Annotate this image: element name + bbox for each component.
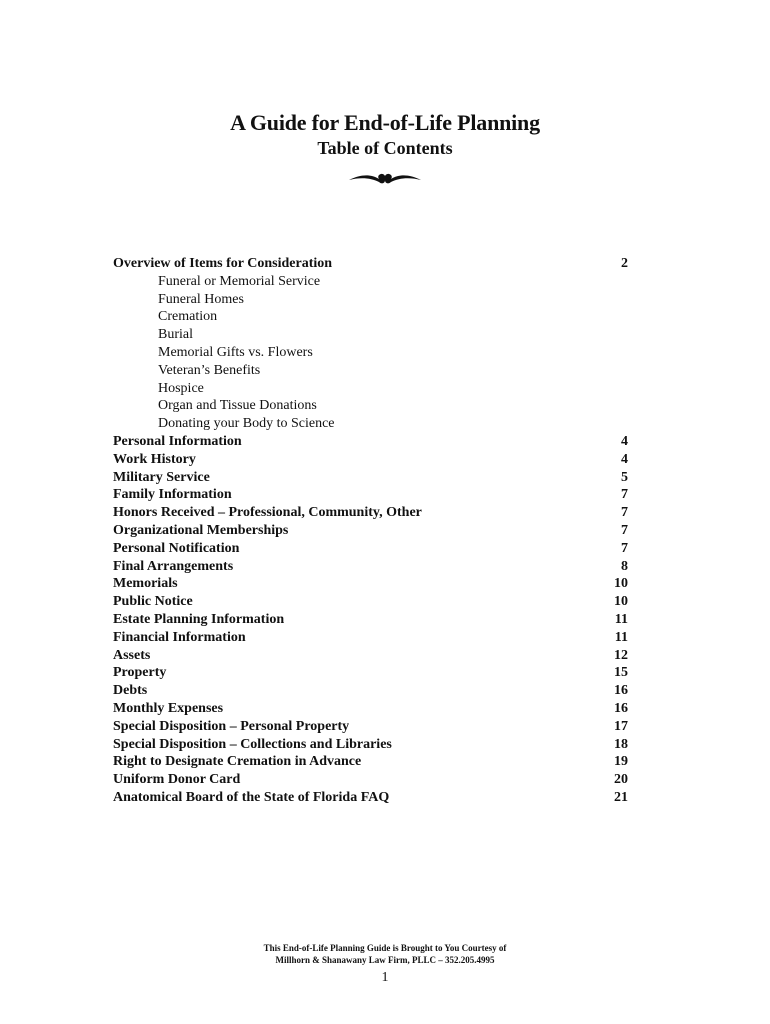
table-of-contents (113, 255, 628, 807)
toc-entry (113, 664, 628, 682)
toc-entry-page: 21 (614, 789, 628, 805)
toc-entry-page: 17 (614, 718, 628, 734)
toc-entry-label: Uniform Donor Card (113, 772, 241, 788)
toc-entry-label: Monthly Expenses (113, 700, 224, 716)
toc-subentry-label: Funeral or Memorial Service (158, 273, 321, 289)
toc-entry-label: Anatomical Board of the State of Florida FAQ (113, 789, 390, 805)
toc-entry-label: Overview of Items for Consideration (113, 256, 333, 271)
toc-entry-page: 10 (614, 576, 628, 592)
toc-entry (113, 789, 628, 807)
toc-entry (113, 647, 628, 665)
toc-subentry-label: Donating your Body to Science (158, 416, 335, 432)
toc-entry (113, 611, 628, 629)
flourish-divider-icon (347, 168, 423, 188)
toc-entry-page: 12 (614, 647, 628, 663)
toc-entry-page: 5 (621, 469, 628, 485)
toc-entry (113, 433, 628, 451)
toc-entry-label: Right to Designate Cremation in Advance (113, 754, 362, 770)
toc-entry-label: Work History (113, 451, 196, 467)
toc-entry (113, 682, 628, 700)
toc-entry-page: 11 (614, 629, 628, 645)
toc-entry-page: 4 (621, 433, 628, 449)
toc-entry-page: 4 (621, 451, 628, 467)
toc-entry (113, 540, 628, 558)
footer-line: Millhorn & Shanawany Law Firm, PLLC – 352.205.4995 (275, 955, 495, 965)
footer-credit (0, 942, 770, 966)
toc-entry (113, 736, 628, 754)
toc-entry (113, 593, 628, 611)
toc-entry-page: 16 (614, 700, 628, 716)
toc-subentry (113, 291, 628, 309)
toc-entry-page: 15 (614, 665, 628, 681)
toc-entry-label: Estate Planning Information (113, 611, 285, 627)
toc-subentry (113, 362, 628, 380)
toc-entry-page: 10 (614, 594, 628, 610)
toc-entry (113, 255, 628, 273)
toc-entry-label: Honors Received – Professional, Community, Other (113, 505, 422, 521)
toc-entry-page: 8 (621, 558, 628, 574)
toc-entry (113, 629, 628, 647)
toc-entry-page: 7 (621, 487, 628, 503)
toc-entry-page: 11 (614, 611, 628, 627)
toc-entry (113, 451, 628, 469)
toc-entry-label: Assets (113, 647, 151, 663)
toc-subentry (113, 397, 628, 415)
toc-entry-page: 7 (621, 522, 628, 538)
toc-subentry-label: Veteran’s Benefits (158, 362, 261, 378)
toc-entry (113, 522, 628, 540)
toc-entry-label: Military Service (113, 469, 210, 485)
document-title: A Guide for End-of-Life Planning (230, 110, 540, 135)
toc-entry-page: 20 (614, 772, 628, 788)
toc-entry-label: Special Disposition – Personal Property (113, 718, 350, 734)
toc-entry-label: Final Arrangements (113, 558, 234, 574)
toc-entry-page: 2 (621, 256, 628, 271)
toc-subentry (113, 326, 628, 344)
toc-entry-label: Family Information (113, 487, 232, 503)
toc-entry-label: Organizational Memberships (113, 522, 289, 538)
toc-subentry-label: Burial (158, 327, 193, 343)
toc-entry-page: 7 (621, 505, 628, 521)
toc-entry-page: 18 (614, 736, 628, 752)
toc-subentry (113, 380, 628, 398)
toc-subentry-label: Organ and Tissue Donations (158, 398, 317, 414)
toc-subentry-label: Memorial Gifts vs. Flowers (158, 344, 313, 360)
toc-entry-page: 7 (621, 540, 628, 556)
toc-entry-label: Memorials (113, 576, 178, 592)
toc-entry (113, 558, 628, 576)
toc-entry-label: Personal Information (113, 433, 242, 449)
toc-subentry (113, 308, 628, 326)
toc-entry (113, 753, 628, 771)
toc-entry (113, 718, 628, 736)
footer-line: This End-of-Life Planning Guide is Brought to You Courtesy of (263, 943, 507, 953)
toc-entry-label: Debts (113, 683, 148, 699)
toc-entry (113, 575, 628, 593)
toc-subentry-label: Funeral Homes (158, 291, 244, 307)
toc-entry (113, 469, 628, 487)
toc-subentry-label: Hospice (158, 380, 204, 396)
toc-subentry (113, 415, 628, 433)
toc-entry (113, 486, 628, 504)
toc-entry (113, 504, 628, 522)
toc-entry (113, 771, 628, 789)
toc-entry-page: 16 (614, 683, 628, 699)
toc-subentry-label: Cremation (158, 309, 218, 325)
toc-entry-label: Financial Information (113, 629, 246, 645)
toc-entry (113, 700, 628, 718)
toc-entry-label: Personal Notification (113, 540, 240, 556)
toc-subentry (113, 273, 628, 291)
toc-entry-page: 19 (614, 754, 628, 770)
toc-entry-label: Special Disposition – Collections and Libraries (113, 736, 392, 752)
toc-entry-label: Public Notice (113, 594, 193, 610)
toc-entry-label: Property (113, 665, 167, 681)
document-subtitle: Table of Contents (317, 138, 453, 158)
page-number: 1 (381, 970, 389, 985)
toc-subentry (113, 344, 628, 362)
